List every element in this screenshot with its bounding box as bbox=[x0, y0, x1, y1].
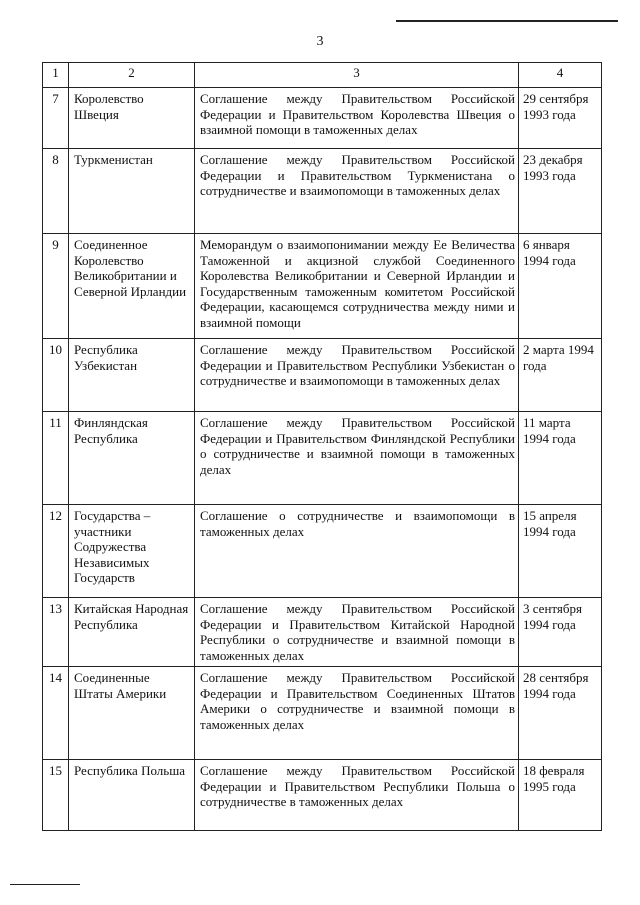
country-cell: Государства – участники Содружества Независимых Государств bbox=[69, 505, 195, 598]
agreement-cell: Соглашение о сотрудничестве и взаимопомощи в таможенных делах bbox=[195, 505, 519, 598]
table-row bbox=[43, 598, 602, 667]
agreement-cell: Соглашение между Правительством Российской Федерации и Правительством Китайской Народной Республики о сотрудничестве и взаимной помощи в таможенных делах bbox=[195, 598, 519, 667]
date-cell: 29 сентября 1993 года bbox=[519, 88, 602, 149]
country-cell: Республика Узбекистан bbox=[69, 339, 195, 412]
row-number: 12 bbox=[43, 505, 69, 598]
table-row bbox=[43, 88, 602, 149]
country-cell: Королевство Швеция bbox=[69, 88, 195, 149]
date-cell: 6 января 1994 года bbox=[519, 234, 602, 339]
table-row bbox=[43, 234, 602, 339]
row-number: 13 bbox=[43, 598, 69, 667]
table-row bbox=[43, 505, 602, 598]
row-number: 10 bbox=[43, 339, 69, 412]
row-number: 9 bbox=[43, 234, 69, 339]
date-cell: 28 сентября 1994 года bbox=[519, 667, 602, 760]
table-row bbox=[43, 149, 602, 234]
country-cell: Соединенное Королевство Великобритании и Северной Ирландии bbox=[69, 234, 195, 339]
agreement-cell: Меморандум о взаимопонимании между Ее Величества Таможенной и акцизной службой Соединенного Королевства Великобритании и Северной Ирландии и Государственным таможенным комитетом Российской Федерации, касающемся сотрудничества между ними и взаимной помощи bbox=[195, 234, 519, 339]
date-cell: 23 декабря 1993 года bbox=[519, 149, 602, 234]
agreement-cell: Соглашение между Правительством Российской Федерации и Правительством Финляндской Республики о сотрудничестве и взаимной помощи в таможенных делах bbox=[195, 412, 519, 505]
agreement-cell: Соглашение между Правительством Российской Федерации и Правительством Туркменистана о сотрудничестве и взаимопомощи в таможенных делах bbox=[195, 149, 519, 234]
column-header-3: 3 bbox=[195, 63, 519, 88]
table-row bbox=[43, 412, 602, 505]
table-header-row bbox=[43, 63, 602, 88]
date-cell: 11 марта 1994 года bbox=[519, 412, 602, 505]
footnote-divider-line bbox=[10, 884, 80, 885]
country-cell: Финляндская Республика bbox=[69, 412, 195, 505]
table-row bbox=[43, 760, 602, 831]
row-number: 14 bbox=[43, 667, 69, 760]
row-number: 8 bbox=[43, 149, 69, 234]
row-number: 15 bbox=[43, 760, 69, 831]
date-cell: 2 марта 1994 года bbox=[519, 339, 602, 412]
country-cell: Китайская Народная Республика bbox=[69, 598, 195, 667]
column-header-4: 4 bbox=[519, 63, 602, 88]
column-header-2: 2 bbox=[69, 63, 195, 88]
date-cell: 18 февраля 1995 года bbox=[519, 760, 602, 831]
agreement-cell: Соглашение между Правительством Российской Федерации и Правительством Королевства Швеция о взаимной помощи в таможенных делах bbox=[195, 88, 519, 149]
top-divider-line bbox=[396, 20, 618, 22]
agreement-cell: Соглашение между Правительством Российской Федерации и Правительством Республики Польша о сотрудничестве в таможенных делах bbox=[195, 760, 519, 831]
table-row bbox=[43, 339, 602, 412]
agreement-cell: Соглашение между Правительством Российской Федерации и Правительством Соединенных Штатов Америки о сотрудничестве и взаимной помощи в таможенных делах bbox=[195, 667, 519, 760]
country-cell: Республика Польша bbox=[69, 760, 195, 831]
country-cell: Туркменистан bbox=[69, 149, 195, 234]
date-cell: 15 апреля 1994 года bbox=[519, 505, 602, 598]
table-row bbox=[43, 667, 602, 760]
agreement-cell: Соглашение между Правительством Российской Федерации и Правительством Республики Узбекистан о сотрудничестве и взаимопомощи в таможенных делах bbox=[195, 339, 519, 412]
agreements-table bbox=[42, 62, 602, 831]
row-number: 11 bbox=[43, 412, 69, 505]
date-cell: 3 сентября 1994 года bbox=[519, 598, 602, 667]
page-number: 3 bbox=[316, 34, 324, 49]
row-number: 7 bbox=[43, 88, 69, 149]
column-header-1: 1 bbox=[43, 63, 69, 88]
country-cell: Соединенные Штаты Америки bbox=[69, 667, 195, 760]
